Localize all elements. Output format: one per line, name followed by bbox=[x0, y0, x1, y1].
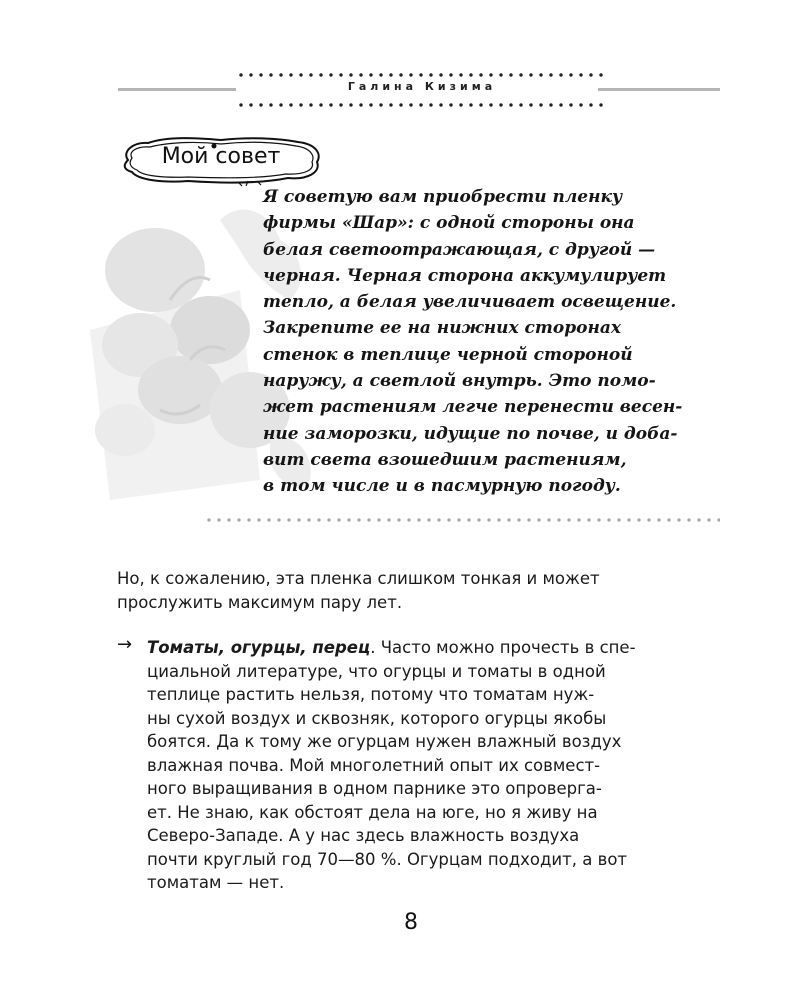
tip-line: ние заморозки, идущие по почве, и доба- bbox=[263, 423, 678, 444]
body-line-first bbox=[117, 636, 721, 660]
body-line: ного выращивания в одном парнике это опроверга- bbox=[147, 779, 602, 798]
body-line: прослужить максимум пару лет. bbox=[117, 592, 403, 612]
tip-line: наружу, а светлой внутрь. Это помо- bbox=[263, 371, 656, 392]
header-rule-left bbox=[118, 88, 236, 91]
body-line: почти круглый год 70—80 %. Огурцам подходит, а вот bbox=[147, 849, 628, 869]
section-lead: Томаты, огурцы, перец bbox=[147, 638, 371, 657]
tip-line: Закрепите ее на нижних сторонах bbox=[263, 318, 622, 339]
body-line: ет. Не знаю, как обстоят дела на юге, но я живу на bbox=[147, 802, 598, 822]
tip-line: Я советую вам приобрести пленку bbox=[263, 187, 623, 207]
tip-line: вит света взошедшим растениям, bbox=[263, 449, 627, 470]
tip-line: черная. Черная сторона аккумулирует bbox=[263, 265, 667, 286]
running-head-author: Галина Кизима bbox=[347, 80, 497, 93]
tip-line: в том числе и в пасмурную погоду. bbox=[263, 476, 621, 497]
body-line: теплице растить нельзя, потому что томатам нуж- bbox=[147, 685, 595, 704]
header-dotted-rule-top bbox=[236, 73, 608, 77]
body-line: боятся. Да к тому же огурцам нужен влажный воздух bbox=[147, 732, 622, 751]
body-line: томатам — нет. bbox=[147, 873, 285, 892]
running-header bbox=[0, 0, 800, 120]
page-number: 8 bbox=[404, 910, 418, 935]
body-line: ны сухой воздух и сквозняк, которого огурцы якобы bbox=[147, 708, 607, 728]
body-line-first-rest: . Часто можно прочесть в спе- bbox=[370, 638, 636, 657]
tip-badge-label: Мой совет bbox=[161, 144, 281, 169]
body-paragraph-1 bbox=[117, 567, 721, 614]
tip-line: белая светоотражающая, с другой — bbox=[263, 239, 656, 260]
bullet-arrow-icon: → bbox=[117, 634, 133, 655]
tip-dotted-divider bbox=[204, 518, 720, 522]
body-line: Северо-Западе. А у нас здесь влажность воздуха bbox=[147, 826, 580, 845]
tip-line: стенок в теплице черной стороной bbox=[263, 344, 633, 365]
header-dotted-rule-bottom bbox=[236, 103, 608, 107]
body-line: циальной литературе, что огурцы и томаты в одной bbox=[147, 661, 606, 681]
tip-line: тепло, а белая увеличивает освещение. bbox=[263, 292, 677, 313]
body-paragraph-2 bbox=[117, 636, 721, 895]
header-rule-right bbox=[598, 88, 720, 91]
tip-text bbox=[263, 184, 733, 500]
body-line: Но, к сожалению, эта пленка слишком тонкая и может bbox=[117, 569, 600, 588]
tip-line: фирмы «Шар»: с одной стороны она bbox=[263, 213, 635, 234]
tip-line: жет растениям легче перенести весен- bbox=[263, 397, 683, 418]
body-line: влажная почва. Мой многолетний опыт их совмест- bbox=[147, 755, 601, 775]
